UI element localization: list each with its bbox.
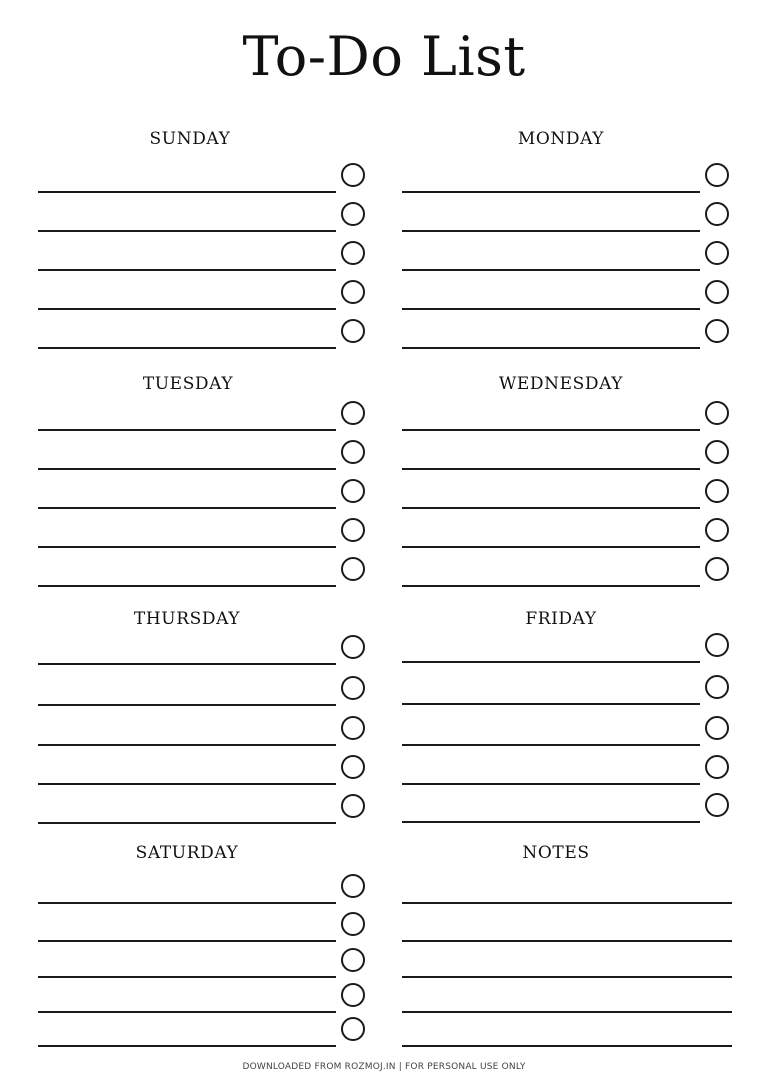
write-line[interactable]: [402, 902, 732, 904]
write-line[interactable]: [402, 661, 700, 663]
circle-checkbox-icon[interactable]: [341, 635, 365, 659]
list-row-notes-2: [402, 941, 732, 942]
list-row-thursday-3: [38, 745, 368, 746]
list-row-saturday-2: [38, 941, 368, 942]
write-line[interactable]: [38, 940, 336, 942]
write-line[interactable]: [402, 347, 700, 349]
list-row-sunday-1: [38, 192, 368, 193]
footer-note: DOWNLOADED FROM ROZMOJ.IN | FOR PERSONAL USE ONLY: [242, 1062, 526, 1072]
write-line[interactable]: [402, 703, 700, 705]
circle-checkbox-icon[interactable]: [705, 280, 729, 304]
circle-checkbox-icon[interactable]: [705, 557, 729, 581]
write-line[interactable]: [38, 704, 336, 706]
write-line[interactable]: [402, 468, 700, 470]
write-line[interactable]: [38, 783, 336, 785]
write-line[interactable]: [402, 940, 732, 942]
list-row-notes-3: [402, 977, 732, 978]
section-title-sunday: SUNDAY: [149, 129, 231, 149]
write-line[interactable]: [402, 546, 700, 548]
list-row-monday-1: [402, 192, 732, 193]
list-row-friday-2: [402, 704, 732, 705]
list-row-thursday-2: [38, 705, 368, 706]
write-line[interactable]: [402, 585, 700, 587]
circle-checkbox-icon[interactable]: [705, 479, 729, 503]
section-tuesday: [38, 372, 368, 394]
write-line[interactable]: [402, 1045, 732, 1047]
list-row-saturday-3: [38, 977, 368, 978]
write-line[interactable]: [38, 269, 336, 271]
circle-checkbox-icon[interactable]: [341, 440, 365, 464]
circle-checkbox-icon[interactable]: [341, 557, 365, 581]
section-title-wednesday: WEDNESDAY: [498, 374, 624, 394]
write-line[interactable]: [402, 783, 700, 785]
list-row-tuesday-4: [38, 547, 368, 548]
list-row-monday-4: [402, 309, 732, 310]
list-row-sunday-3: [38, 270, 368, 271]
list-row-sunday-4: [38, 309, 368, 310]
write-line[interactable]: [402, 308, 700, 310]
write-line[interactable]: [38, 822, 336, 824]
circle-checkbox-icon[interactable]: [705, 319, 729, 343]
list-row-wednesday-2: [402, 469, 732, 470]
write-line[interactable]: [38, 976, 336, 978]
page-title: To-Do List: [242, 25, 526, 88]
circle-checkbox-icon[interactable]: [341, 163, 365, 187]
write-line[interactable]: [38, 308, 336, 310]
write-line[interactable]: [38, 1011, 336, 1013]
list-row-tuesday-5: [38, 586, 368, 587]
list-row-friday-5: [402, 822, 732, 823]
list-row-wednesday-5: [402, 586, 732, 587]
write-line[interactable]: [38, 347, 336, 349]
write-line[interactable]: [38, 546, 336, 548]
list-row-wednesday-1: [402, 430, 732, 431]
list-row-friday-1: [402, 662, 732, 663]
section-title-thursday: THURSDAY: [133, 609, 241, 629]
list-row-tuesday-1: [38, 430, 368, 431]
write-line[interactable]: [38, 507, 336, 509]
section-title-monday: MONDAY: [517, 129, 605, 149]
write-line[interactable]: [38, 230, 336, 232]
write-line[interactable]: [402, 269, 700, 271]
write-line[interactable]: [402, 1011, 732, 1013]
write-line[interactable]: [402, 821, 700, 823]
list-row-thursday-1: [38, 664, 368, 665]
list-row-notes-1: [402, 903, 732, 904]
section-monday: [402, 127, 732, 149]
write-line[interactable]: [402, 191, 700, 193]
write-line[interactable]: [402, 507, 700, 509]
write-line[interactable]: [38, 744, 336, 746]
list-row-tuesday-3: [38, 508, 368, 509]
circle-checkbox-icon[interactable]: [341, 319, 365, 343]
list-row-notes-5: [402, 1046, 732, 1047]
list-row-notes-4: [402, 1012, 732, 1013]
section-sunday: [38, 127, 368, 149]
list-row-thursday-5: [38, 823, 368, 824]
circle-checkbox-icon[interactable]: [341, 755, 365, 779]
circle-checkbox-icon[interactable]: [341, 912, 365, 936]
circle-checkbox-icon[interactable]: [341, 874, 365, 898]
circle-checkbox-icon[interactable]: [341, 948, 365, 972]
circle-checkbox-icon[interactable]: [705, 793, 729, 817]
circle-checkbox-icon[interactable]: [341, 983, 365, 1007]
section-title-saturday: SATURDAY: [135, 843, 239, 863]
circle-checkbox-icon[interactable]: [341, 479, 365, 503]
circle-checkbox-icon[interactable]: [341, 676, 365, 700]
circle-checkbox-icon[interactable]: [705, 202, 729, 226]
section-saturday: [38, 841, 368, 863]
circle-checkbox-icon[interactable]: [705, 675, 729, 699]
circle-checkbox-icon[interactable]: [705, 401, 729, 425]
circle-checkbox-icon[interactable]: [341, 401, 365, 425]
circle-checkbox-icon[interactable]: [341, 1017, 365, 1041]
list-row-saturday-4: [38, 1012, 368, 1013]
write-line[interactable]: [402, 976, 732, 978]
write-line[interactable]: [38, 429, 336, 431]
write-line[interactable]: [402, 744, 700, 746]
circle-checkbox-icon[interactable]: [705, 633, 729, 657]
circle-checkbox-icon[interactable]: [341, 794, 365, 818]
section-title-friday: FRIDAY: [525, 609, 597, 629]
list-row-monday-5: [402, 348, 732, 349]
list-row-tuesday-2: [38, 469, 368, 470]
write-line[interactable]: [38, 902, 336, 904]
circle-checkbox-icon[interactable]: [341, 202, 365, 226]
write-line[interactable]: [38, 1045, 336, 1047]
write-line[interactable]: [402, 429, 700, 431]
write-line[interactable]: [38, 585, 336, 587]
list-row-sunday-2: [38, 231, 368, 232]
section-friday: [402, 607, 732, 629]
list-row-saturday-1: [38, 903, 368, 904]
circle-checkbox-icon[interactable]: [705, 755, 729, 779]
circle-checkbox-icon[interactable]: [705, 440, 729, 464]
write-line[interactable]: [402, 230, 700, 232]
list-row-wednesday-4: [402, 547, 732, 548]
circle-checkbox-icon[interactable]: [341, 280, 365, 304]
section-thursday: [38, 607, 368, 629]
section-title-tuesday: TUESDAY: [142, 374, 234, 394]
write-line[interactable]: [38, 663, 336, 665]
circle-checkbox-icon[interactable]: [705, 241, 729, 265]
circle-checkbox-icon[interactable]: [705, 163, 729, 187]
circle-checkbox-icon[interactable]: [705, 518, 729, 542]
list-row-thursday-4: [38, 784, 368, 785]
list-row-monday-3: [402, 270, 732, 271]
circle-checkbox-icon[interactable]: [341, 716, 365, 740]
circle-checkbox-icon[interactable]: [341, 241, 365, 265]
list-row-sunday-5: [38, 348, 368, 349]
list-row-monday-2: [402, 231, 732, 232]
write-line[interactable]: [38, 468, 336, 470]
section-notes: [402, 841, 732, 863]
write-line[interactable]: [38, 191, 336, 193]
list-row-saturday-5: [38, 1046, 368, 1047]
list-row-friday-3: [402, 745, 732, 746]
list-row-wednesday-3: [402, 508, 732, 509]
section-title-notes: NOTES: [522, 843, 590, 863]
circle-checkbox-icon[interactable]: [341, 518, 365, 542]
list-row-friday-4: [402, 784, 732, 785]
section-wednesday: [402, 372, 732, 394]
circle-checkbox-icon[interactable]: [705, 716, 729, 740]
